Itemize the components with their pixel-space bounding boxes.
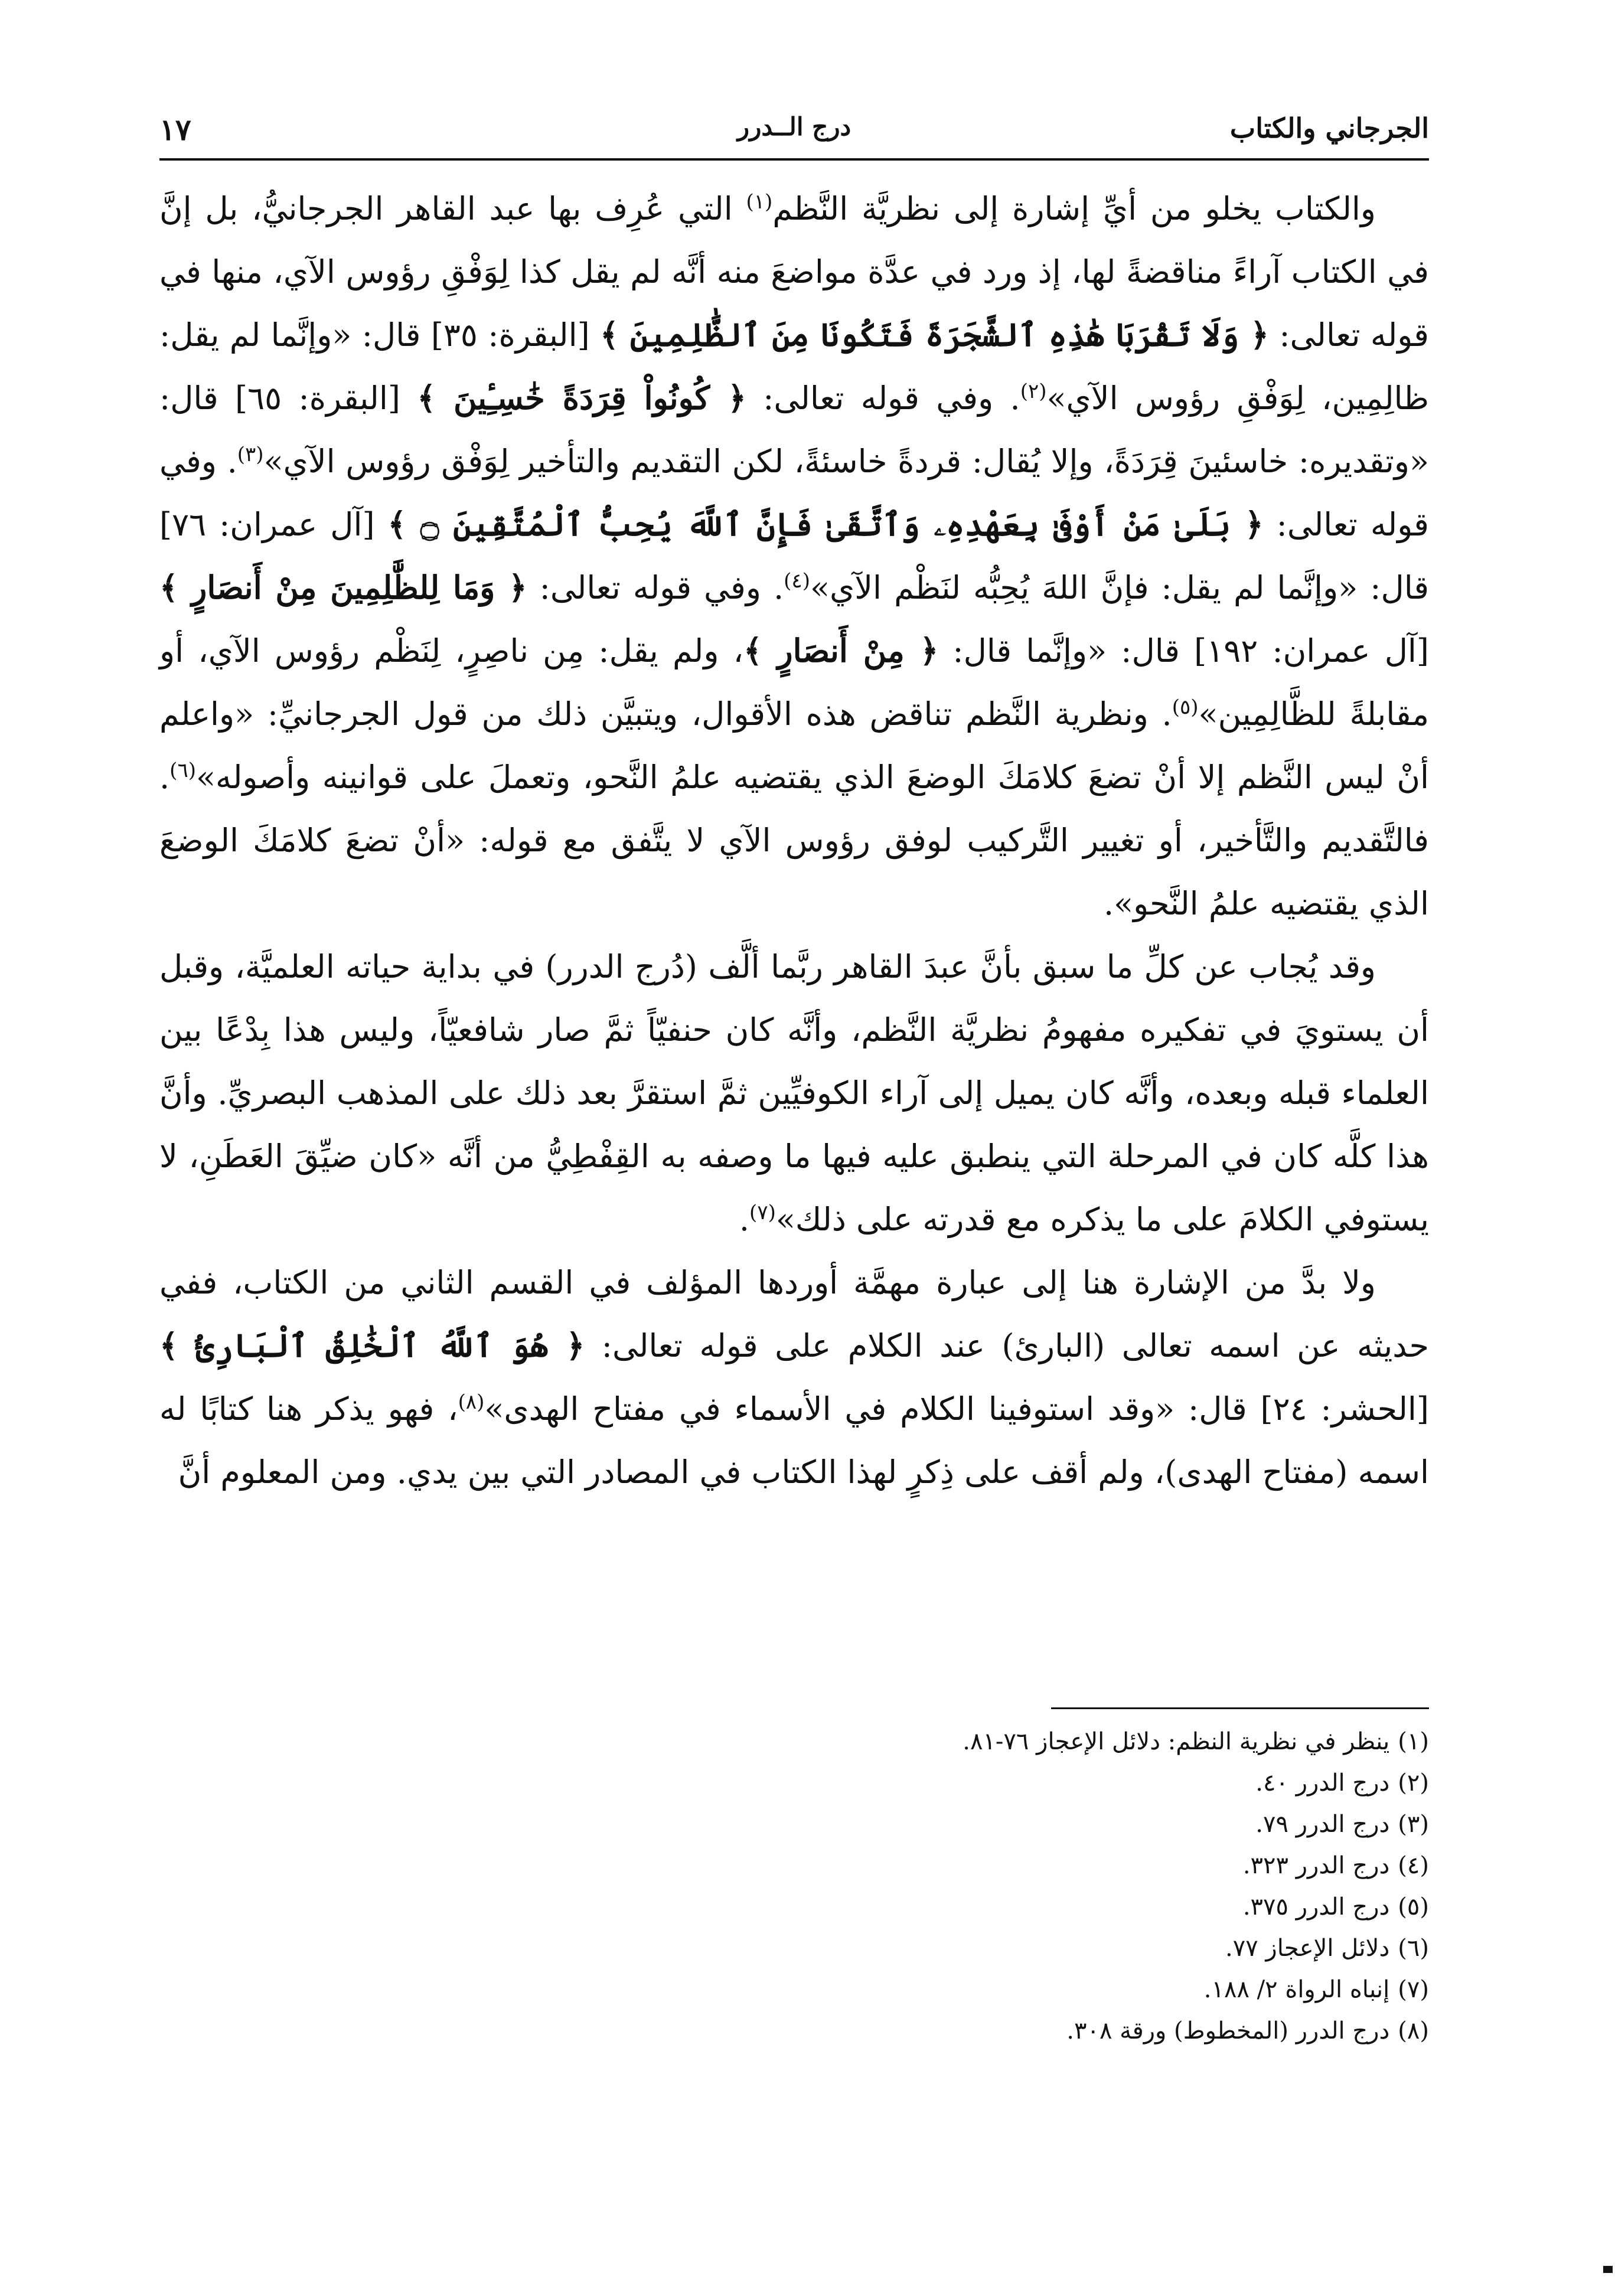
footnote-item [159, 1928, 1429, 1969]
paragraph-text: . [739, 1201, 750, 1238]
paragraph-text: ، فهو يذكر هنا كتابًا له اسمه (مفتاح الهدى)، ولم أقف على ذِكرٍ لهذا الكتاب في المصادر التي بين يدي. ومن المعلوم أنَّ [159, 1390, 1429, 1491]
running-header [159, 112, 1429, 153]
paragraph-text: . وفي قوله تعالى: [746, 380, 1020, 417]
footnote-text: درج الدرر (المخطوط) ورقة ٣٠٨. [1066, 2017, 1390, 2044]
footnote-text: إنباه الرواة ٢/ ١٨٨. [1203, 1976, 1390, 2003]
paragraph-text: . فالتَّقديم والتَّأخير، أو تغيير التَّركيب لوفق رؤوس الآي لا يتَّفق مع قوله: «أنْ تضعَ كلامَكَ الوضعَ الذي يقتضيه علمُ النَّحو». [159, 759, 1429, 922]
quran-verse: ﴿ وَمَا لِلظَّٰلِمِينَ مِنْ أَنصَارٍ ﴾ [159, 569, 527, 606]
paragraph-text: ولا بدَّ من الإشارة هنا إلى عبارة مهمَّة أوردها المؤلف في القسم الثاني من الكتاب، ففي حديثه عن اسمه تعالى (البارئ) عند الكلام على قوله تعالى: [159, 1264, 1430, 1364]
footnote-text: دلائل الإعجاز ٧٧. [1225, 1935, 1390, 1962]
paragraph [159, 177, 1429, 935]
footnote-item [159, 1721, 1429, 1762]
footnote-reference: (٣) [237, 443, 264, 466]
footnote-item [159, 1762, 1429, 1804]
body-text [159, 177, 1429, 1624]
paragraph-text: [البقرة: ٦٥] قال: «وتقديره: خاسئينَ قِرَدَةً، وإلا يُقال: قردةً خاسئةً، لكن التقديم والتأخير لِوَفْق رؤوس الآي» [159, 380, 1429, 480]
paragraph-text: . وفي قوله تعالى: [527, 569, 784, 606]
footnote-number: (٣) [1398, 1811, 1429, 1838]
footnote-item [159, 2010, 1429, 2052]
footnote-number: (٤) [1398, 1852, 1429, 1879]
footnote-item [159, 1886, 1429, 1928]
footnote-item [159, 1969, 1429, 2010]
footnote-reference: (٥) [1172, 695, 1199, 719]
running-title: الجرجاني والكتاب [1229, 112, 1429, 144]
paragraph-text: [آل عمران: ٧٦] قال: «وإنَّما لم يقل: فإنَّ اللهَ يُحِبُّه لنَظْم الآي» [159, 506, 1430, 606]
footnote-reference: (٢) [1020, 380, 1047, 403]
footnote-reference: (٧) [749, 1201, 776, 1224]
paragraph-text: . وفي قوله تعالى: [159, 443, 1429, 543]
footnote-text: درج الدرر ٧٩. [1255, 1811, 1390, 1838]
footnote-reference: (١) [746, 190, 773, 214]
footnote-item [159, 1804, 1429, 1845]
book-title: درج الــدرر [737, 112, 851, 141]
footnote-text: ينظر في نظرية النظم: دلائل الإعجاز ٧٦-٨١. [963, 1728, 1390, 1755]
footnote-separator [1051, 1707, 1429, 1709]
footnote-number: (٢) [1398, 1769, 1429, 1797]
footnote-number: (٥) [1398, 1893, 1429, 1921]
paragraph-text: والكتاب يخلو من أيِّ إشارة إلى نظريَّة النَّظم [772, 190, 1376, 227]
paragraph [159, 935, 1429, 1251]
header-rule [159, 158, 1429, 161]
footnote-reference: (٤) [784, 569, 810, 593]
quran-verse: ﴿ هُوَ ٱللَّهُ ٱلْخَٰلِقُ ٱلْبَارِئُ ﴾ [159, 1327, 585, 1364]
paragraph-text: التي عُرِف بها عبد القاهر الجرجانيُّ، بل إنَّ في الكتاب آراءً مناقضةً لها، إذ ورد في عدَّة مواضعَ منه أنَّه لم يقل كذا لِوَفْقِ رؤوس الآي، منها في قوله تعالى: [159, 190, 1429, 354]
paragraph-text: وقد يُجاب عن كلِّ ما سبق بأنَّ عبدَ القاهر ربَّما ألَّف (دُرج الدرر) في بداية حياته العلميَّة، وقبل أن يستويَ في تفكيره مفهومُ نظريَّة النَّظم، وأنَّه كان حنفيّاً ثمَّ صار شافعيّاً، وليس هذا بِدْعًا بين العلماء قبله وبعده، وأنَّه كان يميل إلى آراء الكوفيِّين ثمَّ استقرَّ بعد ذلك على المذهب البصريِّ. وأنَّ هذا كلَّه كان في المرحلة التي ينطبق عليه فيها ما وصفه به القِفْطِيُّ من أنَّه «كان ضيِّقَ العَطَنِ، لا يستوفي الكلامَ على ما يذكره مع قدرته على ذلك» [159, 948, 1429, 1238]
footnote-reference: (٨) [458, 1390, 485, 1414]
quran-verse: ﴿ مِنْ أَنصَارٍ ﴾ [743, 632, 939, 669]
footnote-item [159, 1845, 1429, 1886]
footnote-number: (١) [1398, 1728, 1429, 1755]
page-number: ١٧ [159, 112, 191, 147]
footnote-number: (٨) [1398, 2017, 1429, 2044]
scan-edge-mark [1603, 2266, 1613, 2273]
paragraph-text: . ونظرية النَّظم تناقض هذه الأقوال، ويتبيَّن ذلك من قول الجرجانيِّ: «واعلم أنْ ليس النَّظم إلا أنْ تضعَ كلامَكَ الوضعَ الذي يقتضيه علمُ النَّحو، وتعملَ على قوانينه وأصوله» [159, 695, 1429, 796]
footnote-text: درج الدرر ٣٧٥. [1242, 1893, 1390, 1921]
paragraph [159, 1251, 1429, 1504]
paragraph-text: ، ولم يقل: مِن ناصِرٍ، لِنَظْم رؤوس الآي، أو مقابلةً للظَّالِمِين» [159, 632, 1429, 733]
paragraph-text: [آل عمران: ١٩٢] قال: «وإنَّما قال: [938, 632, 1430, 669]
footnote-text: درج الدرر ٤٠. [1255, 1769, 1390, 1797]
paragraph-text: [الحشر: ٢٤] قال: «وقد استوفينا الكلام في الأسماء في مفتاح الهدى» [484, 1390, 1429, 1428]
quran-verse: ﴿ كُونُواْ قِرَدَةً خَٰسِـِٔينَ ﴾ [417, 379, 746, 417]
paragraph-text: [البقرة: ٣٥] قال: «وإنَّما لم يقل: ظالِمِين، لِوَفْقِ رؤوس الآي» [159, 316, 1429, 417]
footnotes-list [159, 1721, 1429, 2052]
footnote-number: (٦) [1398, 1935, 1429, 1962]
footnote-number: (٧) [1398, 1976, 1429, 2003]
footnote-reference: (٦) [169, 759, 196, 782]
quran-verse: ﴿ وَلَا تَقْرَبَا هَٰذِهِ ٱلشَّجَرَةَ فَتَكُونَا مِنَ ٱلظَّٰلِمِينَ ﴾ [600, 316, 1269, 354]
quran-verse: ﴿ بَلَىٰ مَنْ أَوْفَىٰ بِعَهْدِهِۦ وَٱتَّقَىٰ فَإِنَّ ٱللَّهَ يُحِبُّ ٱلْمُتَّقِينَ ۝ ﴾ [387, 505, 1264, 543]
footnote-text: درج الدرر ٣٢٣. [1242, 1852, 1390, 1879]
